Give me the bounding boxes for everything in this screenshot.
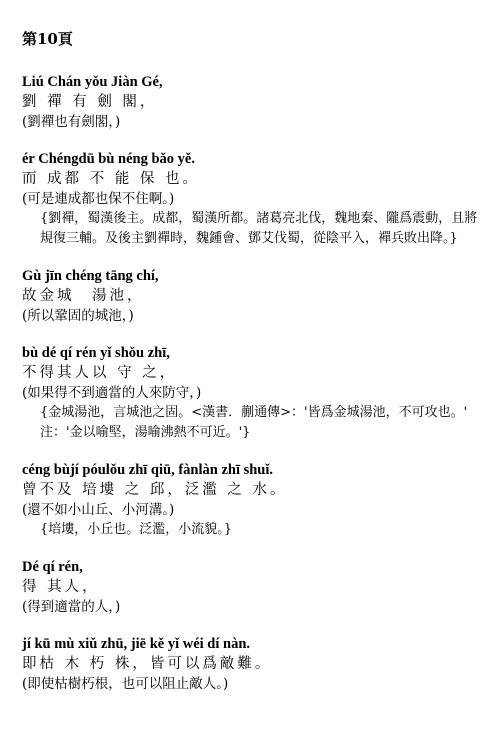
- stanza-4: [22, 344, 500, 443]
- translation-line: (即使枯樹朽根，也可以阻止敵人。): [22, 676, 229, 692]
- annotation-note: {劉禪，蜀漢後主。成都，蜀漢所都。諸葛亮北伐，魏地秦、隴爲震動，且將規復三輔。及後主劉禪時，魏鍾會、鄧艾伐蜀，從陰平入，禪兵敗出降。}: [40, 211, 478, 246]
- chinese-line: 故金城 湯池，: [22, 288, 145, 304]
- stanza-6: [22, 558, 500, 617]
- translation-line: (得到適當的人，): [22, 599, 121, 615]
- pinyin-line: Liú Chán yǒu Jiàn Gé,: [22, 74, 163, 90]
- chinese-line: 劉 禪 有 劍 閣，: [22, 94, 158, 110]
- stanza-3: [22, 267, 500, 326]
- pinyin-line: céng bùjí póulǒu zhī qiū, fànlàn zhī shuǐ.: [22, 462, 274, 478]
- translation-line: (劉禪也有劍閣，): [22, 114, 121, 130]
- chinese-line: 而 成都 不 能 保 也。: [22, 171, 201, 187]
- pinyin-line: Gù jīn chéng tāng chí,: [22, 268, 159, 284]
- annotation-note: {培塿，小丘也。泛濫，小流貌。}: [40, 522, 233, 537]
- chinese-line: 即枯 木 朽 株，皆可以爲敵難。: [22, 656, 273, 672]
- stanza-2: [22, 150, 500, 249]
- translation-line: (還不如小山丘、小河溝。): [22, 502, 175, 518]
- translation-line: (如果得不到適當的人來防守，): [22, 385, 202, 401]
- chinese-line: 不得其人以 守 之，: [22, 365, 178, 381]
- annotation-note: {金城湯池，言城池之固。<漢書．蒯通傳>：'皆爲金城湯池，不可攻也。' 注：'金以喻堅，湯喻沸熱不可近。'}: [40, 405, 468, 440]
- page-number: 第10頁: [22, 30, 73, 48]
- stanza-7: [22, 635, 500, 694]
- translation-line: (可是連成都也保不住啊。): [22, 191, 175, 207]
- translation-line: (所以鞏固的城池，): [22, 308, 134, 324]
- chinese-line: 得 其人，: [22, 579, 100, 595]
- pinyin-line: Dé qí rén,: [22, 559, 83, 575]
- chinese-line: 曾不及 培塿 之 邱，泛濫 之 水。: [22, 482, 288, 498]
- pinyin-line: jí kū mù xiǔ zhū, jiē kě yǐ wéi dí nàn.: [22, 636, 251, 652]
- stanza-5: [22, 461, 500, 540]
- pinyin-line: ér Chéngdū bù néng bǎo yě.: [22, 151, 195, 167]
- stanza-1: [22, 73, 500, 132]
- pinyin-line: bù dé qí rén yǐ shǒu zhī,: [22, 345, 170, 361]
